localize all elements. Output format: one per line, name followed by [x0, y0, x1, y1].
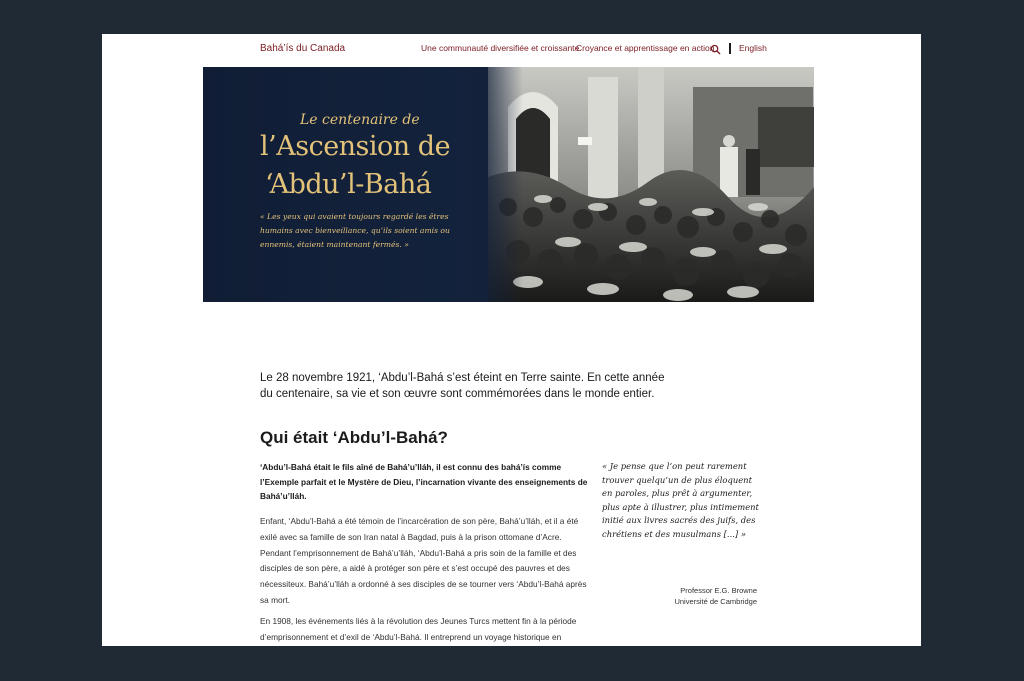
- pull-quote-citation: [602, 586, 757, 607]
- body-paragraph-2: En 1908, les événements liés à la révolution des Jeunes Turcs mettent fin à la période d’emprisonnement et d’exil de ‘Abdu’l-Bahá. Il entreprend un voyage historique en: [260, 616, 577, 642]
- page: [102, 34, 921, 646]
- hero-quote: « Les yeux qui avaient toujours regardé les êtres humains avec bienveillance, qu’ils soient amis ou ennemis, étaient maintenant fermés. »: [260, 212, 450, 249]
- nav-link-croyance[interactable]: Croyance et apprentissage en action: [576, 43, 715, 53]
- search-icon[interactable]: [710, 44, 721, 55]
- language-switch-link[interactable]: English: [739, 43, 767, 53]
- hero-crowd-photo: [488, 67, 814, 302]
- lead-paragraph: Le 28 novembre 1921, ‘Abdu’l-Bahá s’est éteint en Terre sainte. En cette année du centenaire, sa vie et son œuvre sont commémorées dans le monde entier.: [260, 372, 665, 400]
- nav-divider: [729, 43, 731, 54]
- site-logo-link[interactable]: Bahá’ís du Canada: [260, 43, 346, 54]
- quote-author: Professor E.G. Browne: [680, 586, 757, 595]
- hero-title-line-1: l’Ascension de: [260, 131, 451, 162]
- hero-gradient-fade: [473, 67, 523, 302]
- pull-quote: « Je pense que l’on peut rarement trouver quelqu’un de plus éloquent en paroles, plus prêt à argumenter, plus apte à illustrer, plus intimement initié aux livres sacrés des juifs, des chrétiens et des musulmans [...] »: [602, 461, 759, 539]
- hero-banner: [203, 67, 814, 302]
- site-header: [102, 34, 921, 67]
- quote-affiliation: Université de Cambridge: [674, 596, 757, 606]
- section-heading: Qui était ‘Abdu’l-Bahá?: [260, 428, 448, 447]
- body-paragraph-1: Enfant, ‘Abdu’l-Bahá a été témoin de l’incarcération de son père, Bahá’u’lláh, et il a été exilé avec sa famille de son Iran natal à Bagdad, puis à la prison ottomane d’Acre. Pendant l’emprisonnement de Bahá’u’lláh, ‘Abdu’l-Bahá a pris soin de la famille et des disciples de son père, a aidé à protéger son père et s’est occupé des pauvres et des nécessiteux. Bahá’u’lláh a ordonné à ses disciples de se tourner vers ‘Abdu’l-Bahá après sa mort.: [260, 516, 587, 605]
- hero-kicker: Le centenaire de: [300, 112, 420, 128]
- nav-link-communaute[interactable]: Une communauté diversifiée et croissante: [421, 43, 580, 53]
- hero-title-line-2: ‘Abdu’l-Bahá: [265, 169, 432, 200]
- intro-paragraph: ‘Abdu’l-Bahá était le fils aîné de Bahá’u’lláh, il est connu des bahá’ís comme l’Exemple parfait et le Mystère de Dieu, l’incarnation vivante des enseignements de Bahá’u’lláh.: [260, 462, 588, 501]
